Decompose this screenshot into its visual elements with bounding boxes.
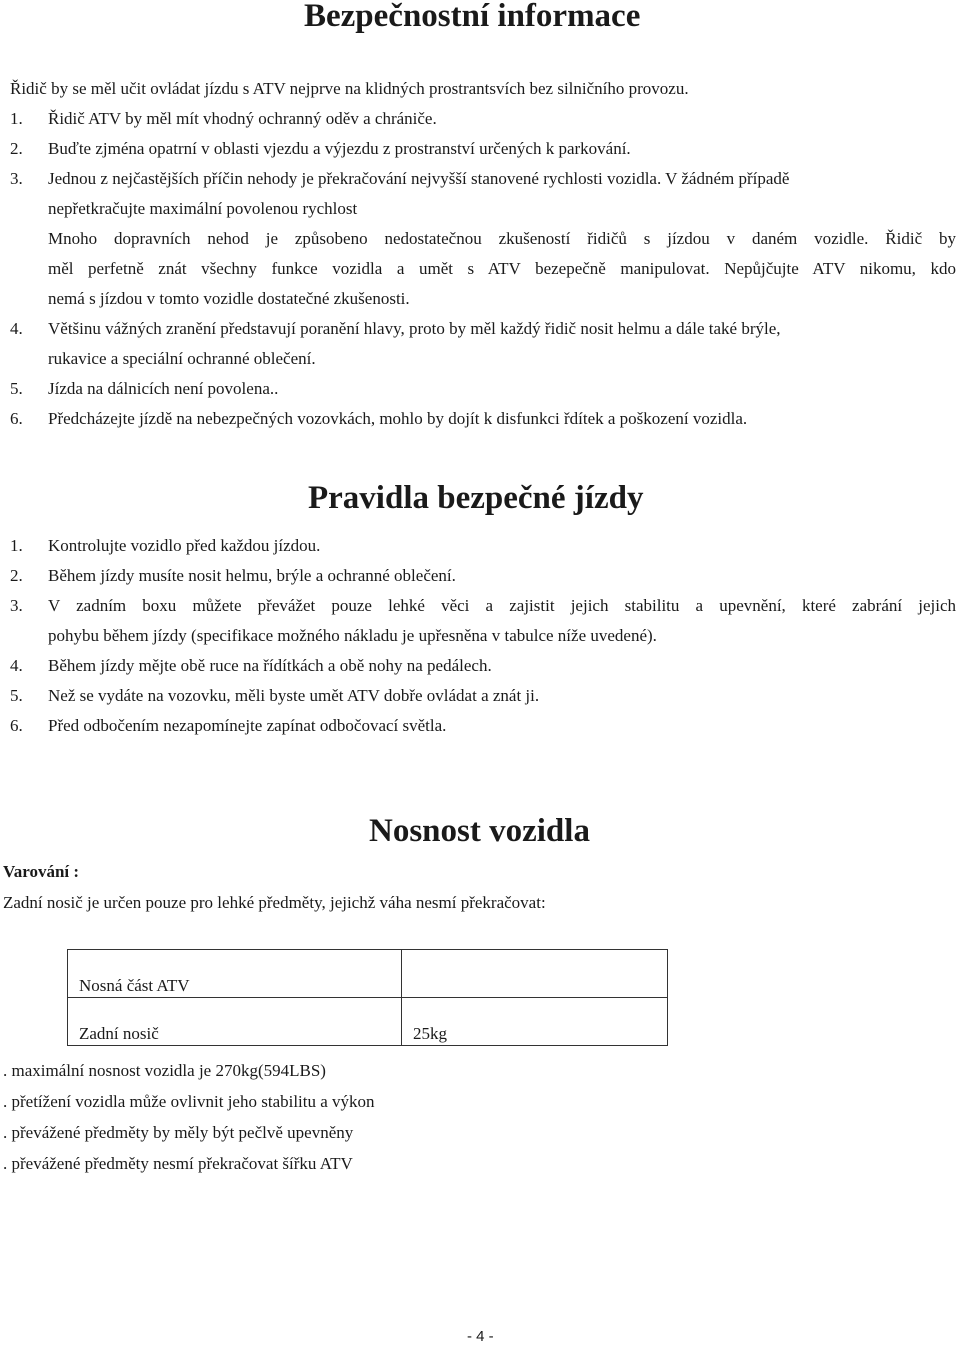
safe-driving-rules-list [10,531,960,741]
heading-vehicle-load-capacity: Nosnost vozidla [369,813,590,849]
list-item-continuation [10,344,960,374]
line-text: Během jízdy mějte obě ruce na řídítkách a obě nohy na pedálech. [48,656,492,675]
list-item [10,651,960,681]
heading-safety-information: Bezpečnostní informace [304,0,641,34]
warning-text: Zadní nosič je určen pouze pro lehké předměty, jejichž váha nesmí překračovat: [3,893,546,912]
list-item-continuation [10,194,960,224]
line-text: Kontrolujte vozidlo před každou jízdou. [48,536,321,555]
table-cell: Zadní nosič [68,998,402,1046]
item-number: 6. [10,716,23,735]
line-text: Jednou z nejčastějších příčin nehody je překračování nejvyšší stanovené rychlosti vozidla. V žádném případě [48,169,790,188]
line-text: Předcházejte jízdě na nebezpečných vozovkách, mohlo by dojít k disfunkci řdítek a poškození vozidla. [48,409,748,428]
line-text: pohybu během jízdy (specifikace možného nákladu je upřesněna v tabulce níže uvedené). [48,626,657,645]
table-row [68,998,668,1046]
line-text: Většinu vážných zranění představují poranění hlavy, proto by měl každý řidič nosit helmu a dále také brýle, [48,319,781,338]
list-item-continuation [10,224,960,254]
line-text: Během jízdy musíte nosit helmu, brýle a ochranné oblečení. [48,566,456,585]
item-number: 2. [10,566,23,585]
line-text: měl perfetně znát všechny funkce vozidla a umět s ATV bezepečně manipulovat. Nepůjčujte ATV nikomu, kdo [48,259,956,278]
list-item [10,134,960,164]
heading-safe-driving-rules: Pravidla bezpečné jízdy [308,480,644,516]
item-number: 4. [10,656,23,675]
line-text: nepřetkračujte maximální povolenou rychlost [48,199,358,218]
line-text: nemá s jízdou v tomto vozidle dostatečné zkušenosti. [48,289,410,308]
list-item-continuation [10,254,960,284]
list-item [10,314,960,344]
line-text: Jízda na dálnicích není povolena.. [48,379,279,398]
line-text: Buďte zjména opatrní v oblasti vjezdu a výjezdu z prostranství určených k parkování. [48,139,631,158]
list-item [10,591,960,621]
list-item-continuation [10,621,960,651]
list-item [10,404,960,434]
list-item: . přetížení vozidla může ovlivnit jeho stabilitu a výkon [3,1092,375,1111]
list-item [10,104,960,134]
list-item [10,374,960,404]
list-item: . maximální nosnost vozidla je 270kg(594LBS) [3,1061,326,1080]
intro-line [10,74,960,104]
line-text: rukavice a speciální ochranné oblečení. [48,349,316,368]
item-number: 3. [10,596,23,615]
line-text: Řidič by se měl učit ovládat jízdu s ATV nejprve na klidných prostrantsvích bez silničního provozu. [10,79,689,98]
item-number: 1. [10,109,23,128]
warning-label: Varování : [3,862,80,881]
load-notes-list [3,1055,375,1179]
item-number: 1. [10,536,23,555]
item-number: 5. [10,686,23,705]
list-item [10,561,960,591]
item-number: 2. [10,139,23,158]
load-capacity-table [67,949,668,1046]
table-cell: 25kg [402,998,668,1046]
item-number: 6. [10,409,23,428]
list-item [10,681,960,711]
line-text: Řidič ATV by měl mít vhodný ochranný oděv a chrániče. [48,109,437,128]
line-text: V zadním boxu můžete převážet pouze lehké věci a zajistit jejich stabilitu a upevnění, které zabrání jejich [48,596,956,615]
safety-information-list [10,74,960,434]
line-text: Před odbočením nezapomínejte zapínat odbočovací světla. [48,716,447,735]
list-item [10,711,960,741]
table-cell [402,950,668,998]
table-cell: Nosná část ATV [68,950,402,998]
table-row [68,950,668,998]
item-number: 5. [10,379,23,398]
list-item: . převážené předměty by měly být pečlvě upevněny [3,1123,354,1142]
list-item-continuation [10,284,960,314]
list-item [10,531,960,561]
list-item [10,164,960,194]
page-number: - 4 - [467,1328,494,1345]
line-text: Než se vydáte na vozovku, měli byste umět ATV dobře ovládat a znát ji. [48,686,540,705]
item-number: 4. [10,319,23,338]
line-text: Mnoho dopravních nehod je způsobeno nedostatečnou zkušeností řidičů s jízdou v daném vozidle. Řidič by [48,229,956,248]
item-number: 3. [10,169,23,188]
list-item: . převážené předměty nesmí překračovat šířku ATV [3,1154,353,1173]
